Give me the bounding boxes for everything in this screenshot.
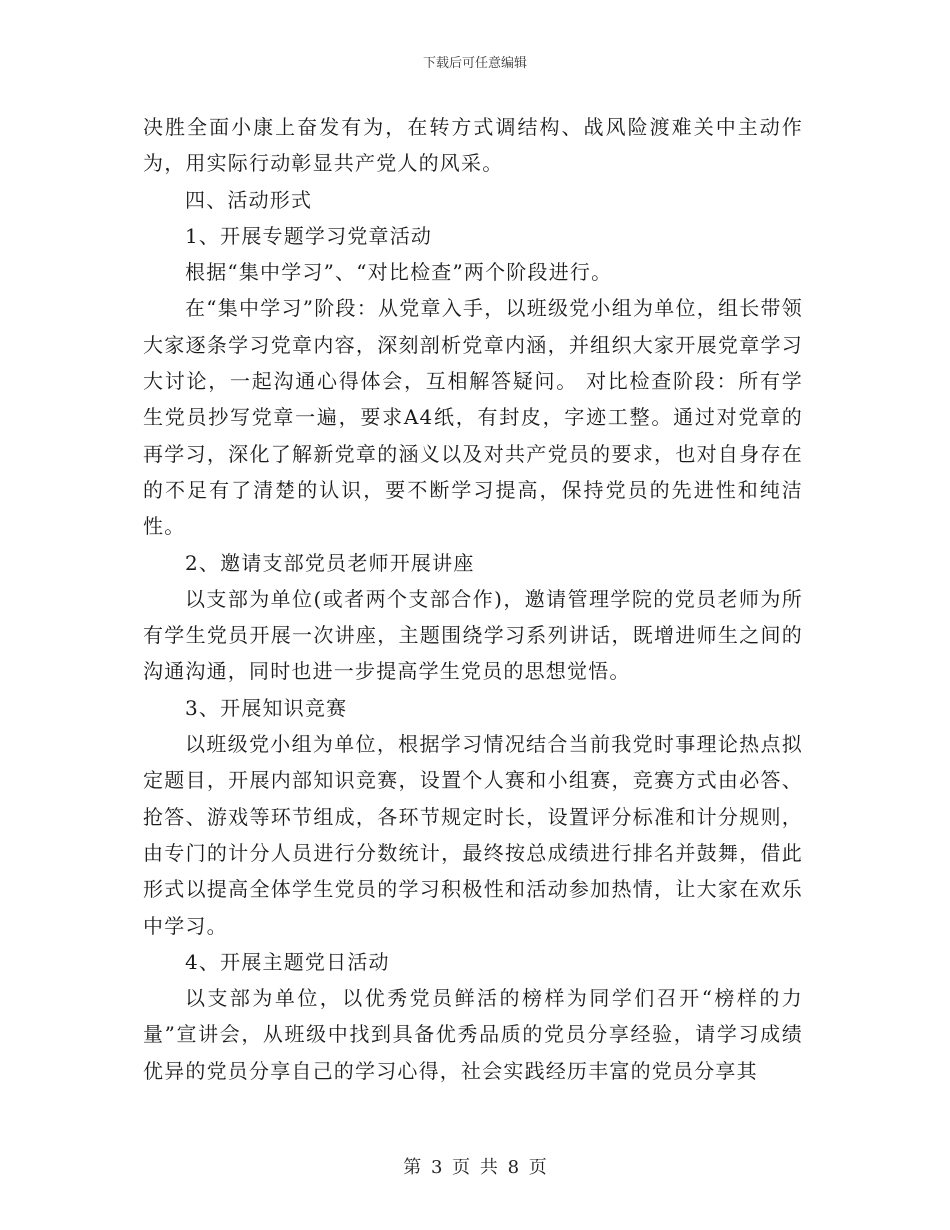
subsection-heading: 3、开展知识竞赛: [185, 695, 348, 720]
subsection-heading: 2、邀请支部党员老师开展讲座: [185, 550, 475, 575]
paragraph: 以支部为单位(或者两个支部合作)，邀请管理学院的党员老师为所有学生党员开展一次讲座，主题围绕学习系列讲话，既增进师生之间的沟通沟通，同时也进一步提高学生党员的思想觉悟。: [143, 586, 803, 684]
paragraph: 以支部为单位，以优秀党员鲜活的榜样为同学们召开“榜样的力量”宣讲会，从班级中找到具备优秀品质的党员分享经验，请学习成绩优异的党员分享自己的学习心得，社会实践经历丰富的党员分享其: [143, 986, 803, 1083]
page-header: 下载后可任意编辑: [422, 56, 527, 71]
subsection-heading: 4、开展主题党日活动: [185, 949, 390, 974]
paragraph: 决胜全面小康上奋发有为，在转方式调结构、战风险渡难关中主动作为，用实际行动彰显共产党人的风采。: [143, 115, 803, 176]
paragraph: 根据“集中学习”、“对比检查”两个阶段进行。: [185, 260, 613, 285]
paragraph: 在“集中学习”阶段：从党章入手，以班级党小组为单位，组长带领大家逐条学习党章内容，深刻剖析党章内涵，并组织大家开展党章学习大讨论，一起沟通心得体会，互相解答疑问。 对比检查阶段：所有学生党员抄写党章一遍，要求A4纸，有封皮，字迹工整。通过对党章的再学习，深化了解新党章的涵义以及对共产党员的要求，也对自身存在的不足有了清楚的认识，要不断学习提高，保持党员的先进性和纯洁性。: [143, 296, 803, 539]
subsection-heading: 1、开展专题学习党章活动: [185, 223, 433, 248]
section-heading: 四、活动形式: [185, 187, 313, 212]
document-body: [143, 109, 803, 1089]
page-number: 第 3 页 共 8 页: [403, 1157, 547, 1178]
paragraph: 以班级党小组为单位，根据学习情况结合当前我党时事理论热点拟定题目，开展内部知识竞赛，设置个人赛和小组赛，竞赛方式由必答、抢答、游戏等环节组成，各环节规定时长，设置评分标准和计分规则，由专门的计分人员进行分数统计，最终按总成绩进行排名并鼓舞，借此形式以提高全体学生党员的学习积极性和活动参加热情，让大家在欢乐中学习。: [143, 732, 803, 938]
